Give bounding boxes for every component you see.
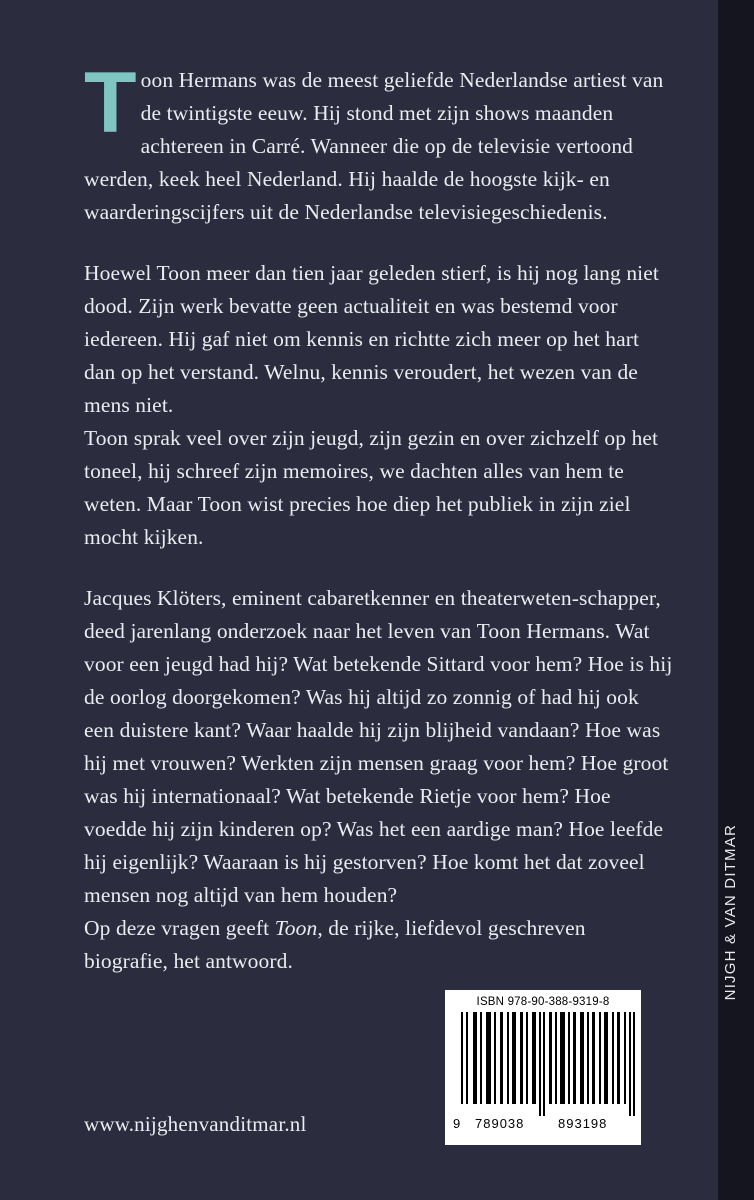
paragraph-2: Hoewel Toon meer dan tien jaar geleden stierf, is hij nog lang niet dood. Zijn werk bevatte geen actualiteit en was bestemd voor iedereen. Hij gaf niet om kennis en richtte zich meer op het hart dan op het verstand. Welnu, kennis veroudert, het wezen van de mens niet. — [84, 261, 659, 417]
book-title-mention: Toon — [274, 916, 318, 940]
paragraph-1-text: oon Hermans was de meest geliefde Nederlandse artiest van de twintigste eeuw. Hij stond met zijn shows maanden achtereen in Carré. Wanneer die op de televisie vertoond werden, keek heel Nederland. Hij haalde de hoogste kijk- en waarderingscijfers uit de Nederlandse televisiegeschiedenis. — [84, 68, 664, 224]
barcode-digit-left: 9 — [453, 1116, 462, 1131]
paragraph-spacer — [84, 229, 674, 257]
isbn-label: ISBN 978-90-388-9319-8 — [476, 996, 610, 1008]
barcode-bars — [453, 1012, 633, 1116]
barcode-block — [443, 988, 643, 1147]
barcode-digits — [453, 1116, 633, 1132]
spine-strip — [718, 0, 754, 1200]
paragraph-3: Toon sprak veel over zijn jeugd, zijn gezin en over zichzelf op het toneel, hij schreef zijn memoires, we dachten alles van hem te weten. Maar Toon wist precies hoe diep het publiek in zijn ziel mocht kijken. — [84, 426, 659, 549]
publisher-website[interactable]: www.nijghenvanditmar.nl — [84, 1112, 307, 1136]
publisher-name: NIJGH & VAN DITMAR — [722, 823, 739, 1000]
blurb-text-block — [84, 55, 674, 978]
paragraph-1 — [84, 55, 674, 229]
closing-paragraph — [84, 912, 674, 978]
paragraph-4: Jacques Klöters, eminent cabaretkenner en theaterweten-schapper, deed jarenlang onderzoek naar het leven van Toon Hermans. Wat voor een jeugd had hij? Wat betekende Sittard voor hem? Hoe is hij de oorlog doorgekomen? Was hij altijd zo zonnig of had hij ook een duistere kant? Waar haalde hij zijn blijheid vandaan? Hoe was hij met vrouwen? Werkten zijn mensen graag voor hem? Hoe groot was hij internationaal? Wat betekende Rietje voor hem? Hoe voedde hij zijn kinderen op? Was het een aardige man? Hoe leefde hij eigenlijk? Waaraan is hij gestorven? Hoe komt het dat zoveel mensen nog altijd van hem houden? — [84, 586, 673, 907]
paragraph-spacer — [84, 554, 674, 582]
barcode-digits-right: 893198 — [558, 1116, 608, 1131]
closing-suffix: , de rijke, liefdevol geschreven biografie, het antwoord. — [84, 916, 586, 973]
dropcap-letter: T — [84, 55, 137, 151]
closing-prefix: Op deze vragen geeft — [84, 916, 275, 940]
barcode-digits-mid: 789038 — [475, 1116, 525, 1131]
